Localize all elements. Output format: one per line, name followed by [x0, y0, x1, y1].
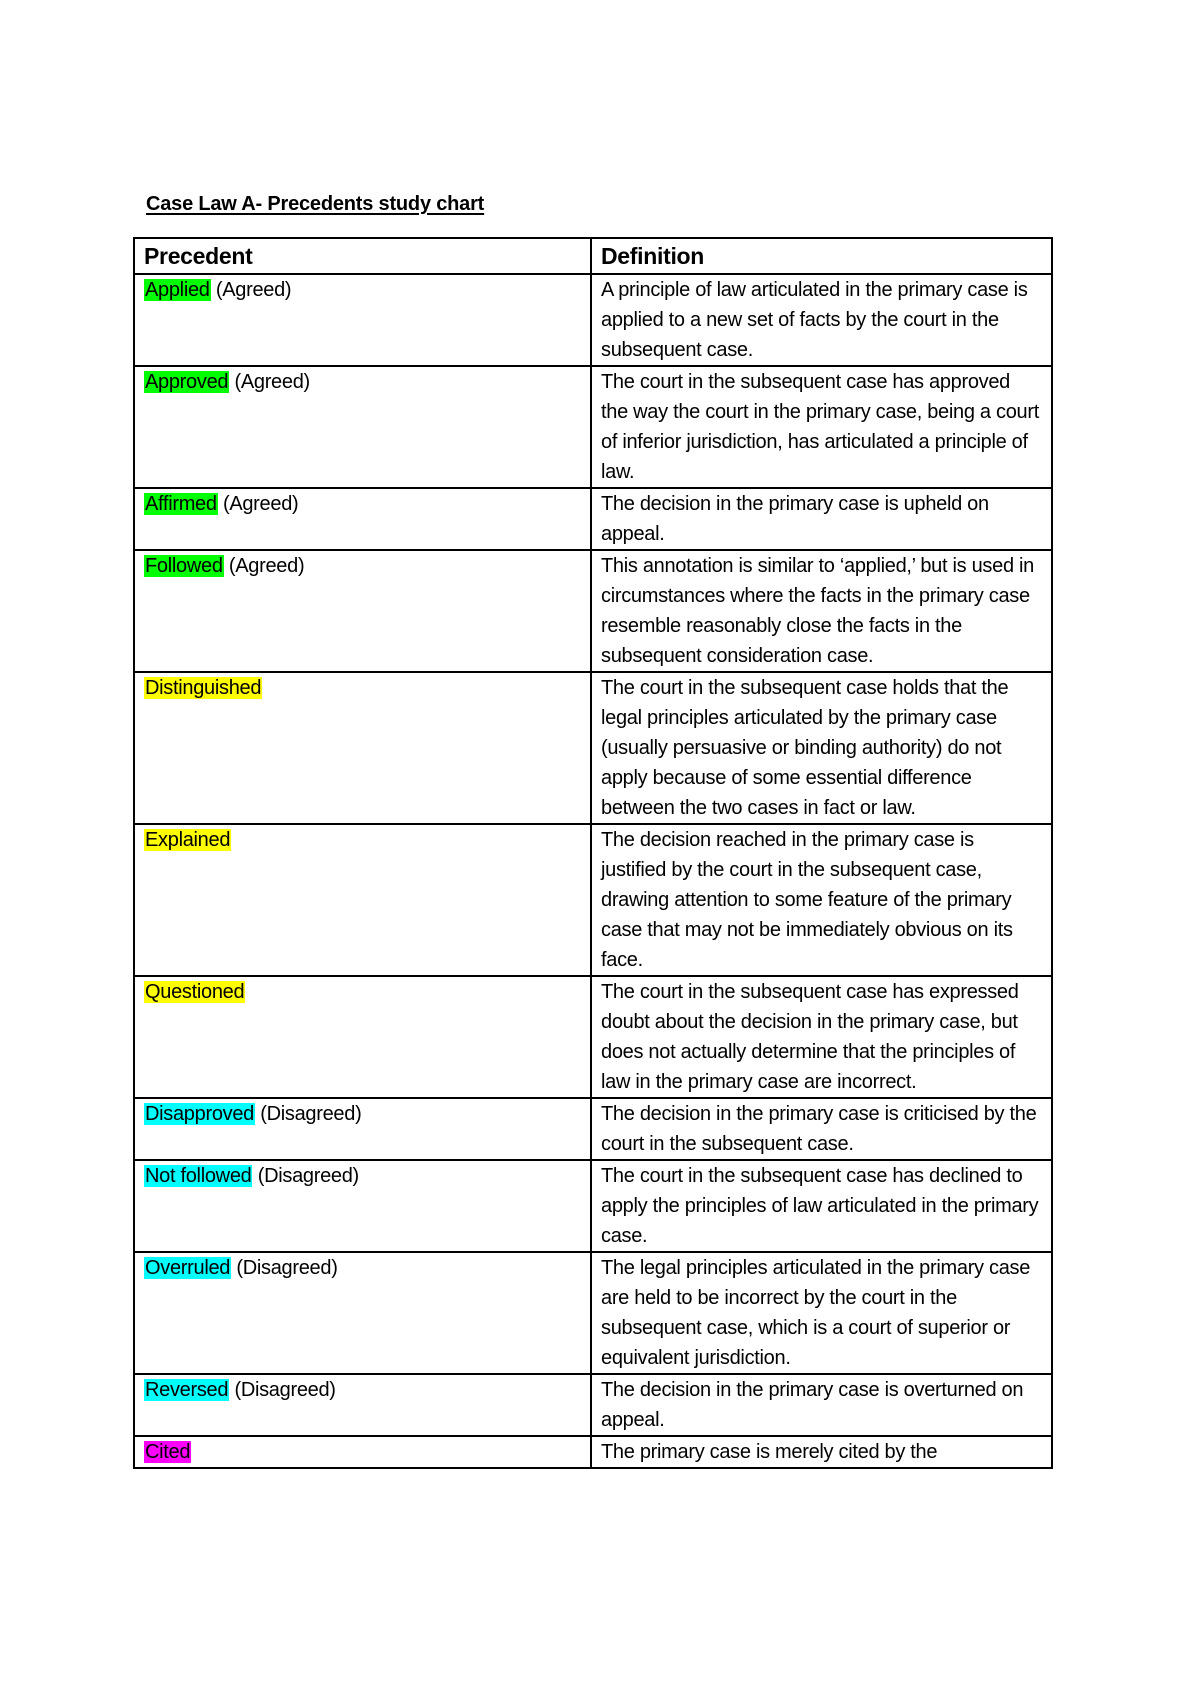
precedents-table — [133, 237, 1053, 1469]
precedent-term: Applied — [145, 279, 210, 301]
precedent-note: (Agreed) — [217, 493, 299, 515]
precedent-cell — [134, 1374, 591, 1436]
column-header-definition: Definition — [591, 238, 1052, 274]
precedent-note: (Disagreed) — [229, 1379, 336, 1401]
precedent-term: Disapproved — [145, 1103, 254, 1125]
precedent-term: Overruled — [145, 1257, 231, 1279]
table-row — [134, 274, 1052, 366]
precedent-cell — [134, 1098, 591, 1160]
definition-cell: A principle of law articulated in the primary case is applied to a new set of facts by the court in the subsequent case. — [591, 274, 1052, 366]
table-row — [134, 1374, 1052, 1436]
table-row — [134, 1252, 1052, 1374]
precedent-cell — [134, 824, 591, 976]
precedent-term: Distinguished — [145, 677, 262, 699]
table-row — [134, 1436, 1052, 1468]
definition-cell: The court in the subsequent case has expressed doubt about the decision in the primary case, but does not actually determine that the principles of law in the primary case are incorrect. — [591, 976, 1052, 1098]
precedent-cell — [134, 1160, 591, 1252]
precedent-cell — [134, 274, 591, 366]
table-row — [134, 1160, 1052, 1252]
precedent-cell — [134, 976, 591, 1098]
definition-cell: The court in the subsequent case holds that the legal principles articulated by the primary case (usually persuasive or binding authority) do not apply because of some essential difference between the two cases in fact or law. — [591, 672, 1052, 824]
definition-cell: This annotation is similar to ‘applied,’ but is used in circumstances where the facts in the primary case resemble reasonably close the facts in the subsequent consideration case. — [591, 550, 1052, 672]
precedent-note: (Disagreed) — [252, 1165, 359, 1187]
table-row — [134, 1098, 1052, 1160]
precedent-cell — [134, 672, 591, 824]
table-header-row — [134, 238, 1052, 274]
definition-cell: The decision in the primary case is criticised by the court in the subsequent case. — [591, 1098, 1052, 1160]
column-header-precedent: Precedent — [134, 238, 591, 274]
definition-cell: The primary case is merely cited by the — [591, 1436, 1052, 1468]
definition-cell: The court in the subsequent case has declined to apply the principles of law articulated in the primary case. — [591, 1160, 1052, 1252]
table-row — [134, 672, 1052, 824]
precedent-note: (Agreed) — [210, 279, 292, 301]
definition-cell: The decision in the primary case is upheld on appeal. — [591, 488, 1052, 550]
table-row — [134, 976, 1052, 1098]
precedent-term: Approved — [145, 371, 229, 393]
precedent-term: Explained — [145, 829, 231, 851]
precedent-cell — [134, 1252, 591, 1374]
precedent-term: Cited — [145, 1441, 191, 1463]
table-row — [134, 550, 1052, 672]
document-title: Case Law A- Precedents study chart — [146, 193, 485, 215]
precedent-term: Reversed — [145, 1379, 229, 1401]
precedent-note: (Disagreed) — [231, 1257, 338, 1279]
definition-cell: The decision reached in the primary case is justified by the court in the subsequent case, drawing attention to some feature of the primary case that may not be immediately obvious on its face. — [591, 824, 1052, 976]
definition-cell: The court in the subsequent case has approved the way the court in the primary case, being a court of inferior jurisdiction, has articulated a principle of law. — [591, 366, 1052, 488]
precedent-term: Followed — [145, 555, 223, 577]
table-row — [134, 488, 1052, 550]
precedent-term: Not followed — [145, 1165, 252, 1187]
precedent-note: (Agreed) — [223, 555, 305, 577]
precedent-cell — [134, 366, 591, 488]
table-row — [134, 366, 1052, 488]
precedent-cell — [134, 550, 591, 672]
definition-cell: The decision in the primary case is overturned on appeal. — [591, 1374, 1052, 1436]
precedent-note: (Disagreed) — [255, 1103, 362, 1125]
table-body — [134, 274, 1052, 1468]
table-row — [134, 824, 1052, 976]
precedent-term: Questioned — [145, 981, 245, 1003]
definition-cell: The legal principles articulated in the primary case are held to be incorrect by the court in the subsequent case, which is a court of superior or equivalent jurisdiction. — [591, 1252, 1052, 1374]
precedent-cell — [134, 1436, 591, 1468]
precedent-term: Affirmed — [145, 493, 217, 515]
precedent-cell — [134, 488, 591, 550]
precedent-note: (Agreed) — [229, 371, 310, 393]
